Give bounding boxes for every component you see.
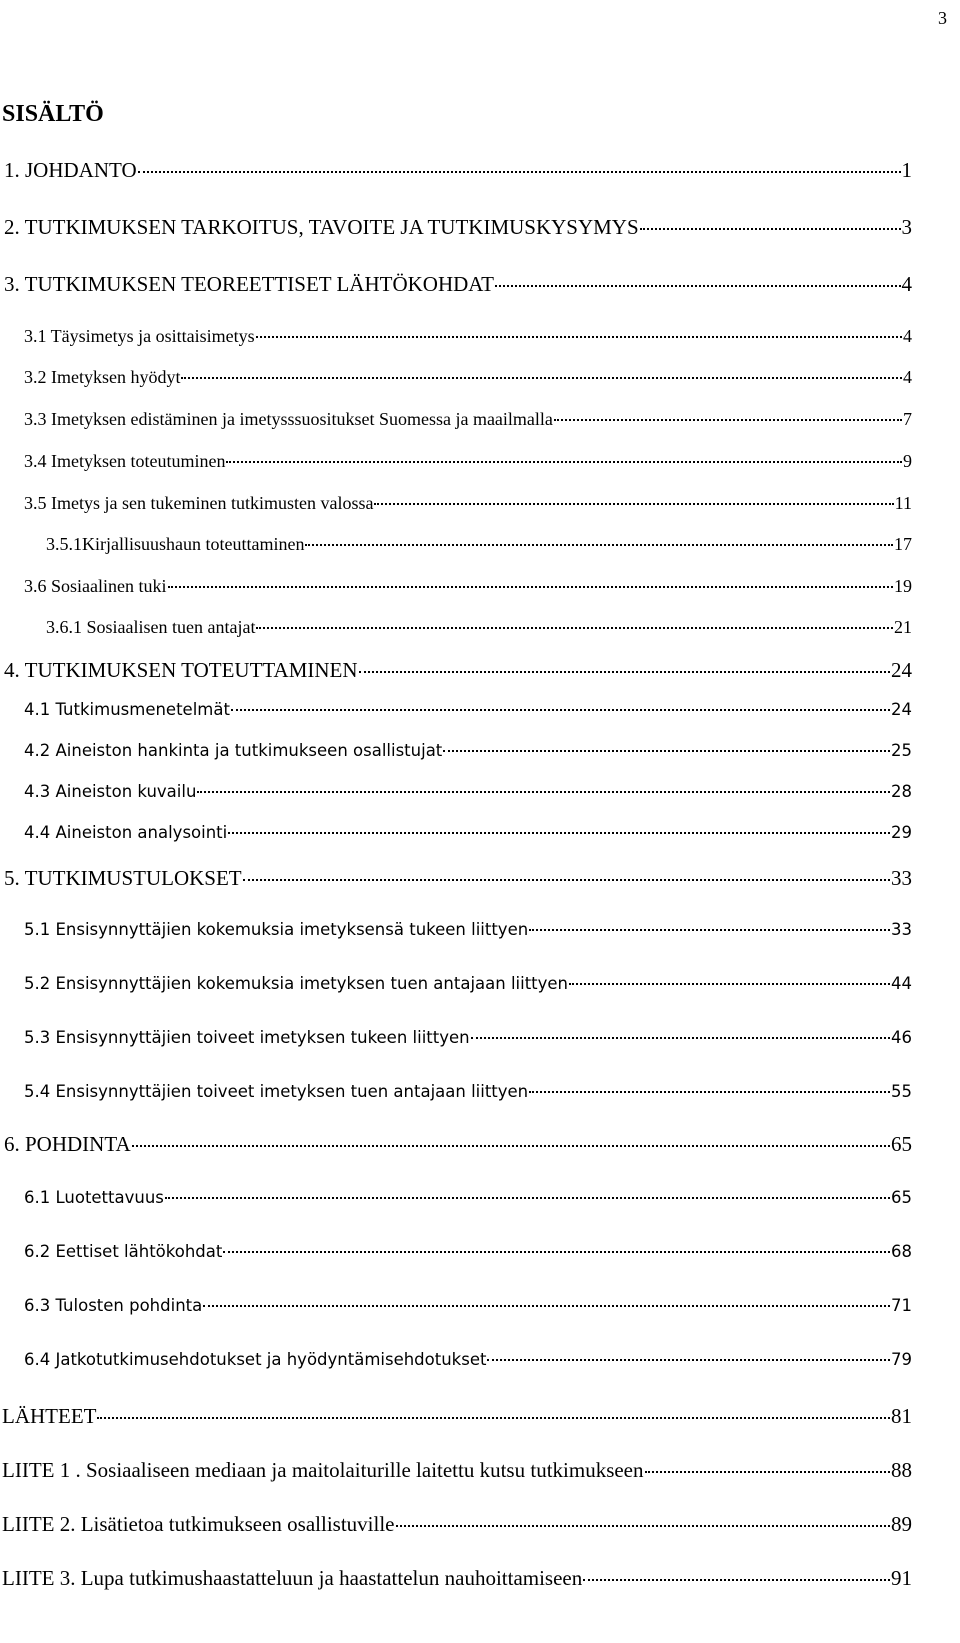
toc-entry-page: 24 bbox=[891, 658, 912, 682]
dot-leader bbox=[305, 544, 893, 546]
toc-entry[interactable] bbox=[2, 1566, 912, 1591]
toc-entry-page: 21 bbox=[894, 617, 912, 637]
toc-entry-label: LIITE 2. Lisätietoa tutkimukseen osallistuville bbox=[2, 1512, 395, 1536]
toc-entry-label: 6.2 Eettiset lähtökohdat bbox=[24, 1242, 223, 1261]
toc-entry-label: 4.4 Aineiston analysointi bbox=[24, 823, 228, 842]
toc-entry-page: 19 bbox=[894, 576, 912, 596]
toc-entry-page: 17 bbox=[894, 534, 912, 554]
toc-entry-page: 88 bbox=[891, 1458, 912, 1482]
toc-entry[interactable] bbox=[24, 741, 912, 760]
toc-entry[interactable] bbox=[4, 1132, 912, 1157]
toc-entry-label: 6. POHDINTA bbox=[4, 1132, 131, 1156]
toc-entry-page: 91 bbox=[891, 1566, 912, 1590]
dot-leader bbox=[569, 983, 890, 985]
toc-entry[interactable] bbox=[24, 1188, 912, 1207]
toc-entry-label: 3.1 Täysimetys ja osittaisimetys bbox=[24, 326, 255, 346]
toc-entry-page: 46 bbox=[891, 1028, 912, 1047]
toc-entry-label: 2. TUTKIMUKSEN TARKOITUS, TAVOITE JA TUTKIMUSKYSYMYS bbox=[4, 215, 639, 239]
toc-entry[interactable] bbox=[4, 866, 912, 891]
toc-entry-label: 6.3 Tulosten pohdinta bbox=[24, 1296, 203, 1315]
toc-entry-label: 3.3 Imetyksen edistäminen ja imetysssuositukset Suomessa ja maailmalla bbox=[24, 409, 553, 429]
page-number: 3 bbox=[938, 8, 947, 28]
toc-entry-label: 3. TUTKIMUKSEN TEOREETTISET LÄHTÖKOHDAT bbox=[4, 272, 494, 296]
toc-entry[interactable] bbox=[24, 823, 912, 842]
toc-entry-page: 29 bbox=[891, 823, 912, 842]
toc-entry-label: 5.4 Ensisynnyttäjien toiveet imetyksen tuen antajaan liittyen bbox=[24, 1082, 529, 1101]
toc-entry-page: 65 bbox=[891, 1188, 912, 1207]
dot-leader bbox=[471, 1037, 890, 1039]
dot-leader bbox=[168, 586, 894, 588]
toc-entry[interactable] bbox=[24, 1350, 912, 1369]
dot-leader bbox=[645, 1471, 890, 1473]
toc-entry[interactable] bbox=[24, 326, 912, 347]
toc-entry-page: 33 bbox=[891, 920, 912, 939]
dot-leader bbox=[223, 1251, 890, 1253]
toc-entry[interactable] bbox=[46, 534, 912, 555]
toc-entry-page: 89 bbox=[891, 1512, 912, 1536]
toc-entry-page: 81 bbox=[891, 1404, 912, 1428]
toc-entry[interactable] bbox=[24, 974, 912, 993]
toc-entry-label: LIITE 3. Lupa tutkimushaastatteluun ja haastattelun nauhoittamiseen bbox=[2, 1566, 583, 1590]
dot-leader bbox=[231, 709, 890, 711]
dot-leader bbox=[554, 419, 902, 421]
toc-entry-label: 3.4 Imetyksen toteutuminen bbox=[24, 451, 226, 471]
toc-entry-label: 3.5.1Kirjallisuushaun toteuttaminen bbox=[46, 534, 305, 554]
toc-entry[interactable] bbox=[4, 158, 912, 183]
dot-leader bbox=[396, 1525, 891, 1527]
toc-entry[interactable] bbox=[4, 215, 912, 240]
dot-leader bbox=[487, 1359, 890, 1361]
toc-entry-label: LIITE 1 . Sosiaaliseen mediaan ja maitolaiturille laitettu kutsu tutkimukseen bbox=[2, 1458, 644, 1482]
toc-entry-label: 1. JOHDANTO bbox=[4, 158, 137, 182]
toc-entry-page: 11 bbox=[894, 493, 912, 513]
toc-entry-label: 3.2 Imetyksen hyödyt bbox=[24, 367, 181, 387]
dot-leader bbox=[529, 929, 890, 931]
toc-entry-page: 4 bbox=[903, 367, 912, 387]
dot-leader bbox=[226, 461, 902, 463]
toc-entry[interactable] bbox=[24, 1082, 912, 1101]
dot-leader bbox=[529, 1091, 890, 1093]
toc-entry[interactable] bbox=[2, 1512, 912, 1537]
toc-entry[interactable] bbox=[46, 617, 912, 638]
toc-entry-label: 4.2 Aineiston hankinta ja tutkimukseen osallistujat bbox=[24, 741, 443, 760]
toc-entry-label: 4.3 Aineiston kuvailu bbox=[24, 782, 197, 801]
toc-entry[interactable] bbox=[24, 493, 912, 514]
dot-leader bbox=[374, 503, 893, 505]
toc-entry[interactable] bbox=[24, 700, 912, 719]
toc-entry-label: 3.6.1 Sosiaalisen tuen antajat bbox=[46, 617, 256, 637]
dot-leader bbox=[165, 1197, 890, 1199]
toc-entry-page: 9 bbox=[903, 451, 912, 471]
toc-entry-label: LÄHTEET bbox=[2, 1404, 97, 1428]
toc-entry[interactable] bbox=[24, 1296, 912, 1315]
dot-leader bbox=[443, 750, 890, 752]
toc-entry-page: 25 bbox=[891, 741, 912, 760]
toc-entry-label: 3.6 Sosiaalinen tuki bbox=[24, 576, 167, 596]
toc-title: SISÄLTÖ bbox=[2, 101, 104, 127]
toc-entry-page: 28 bbox=[891, 782, 912, 801]
dot-leader bbox=[132, 1145, 890, 1147]
dot-leader bbox=[138, 171, 901, 173]
toc-entry-page: 65 bbox=[891, 1132, 912, 1156]
toc-entry[interactable] bbox=[24, 367, 912, 388]
toc-entry-label: 6.1 Luotettavuus bbox=[24, 1188, 164, 1207]
toc-entry-page: 7 bbox=[903, 409, 912, 429]
toc-entry-page: 68 bbox=[891, 1242, 912, 1261]
dot-leader bbox=[97, 1417, 890, 1419]
toc-entry-page: 71 bbox=[891, 1296, 912, 1315]
dot-leader bbox=[203, 1305, 890, 1307]
dot-leader bbox=[256, 336, 902, 338]
toc-entry[interactable] bbox=[24, 782, 912, 801]
toc-entry[interactable] bbox=[24, 1028, 912, 1047]
toc-entry-page: 1 bbox=[901, 158, 912, 182]
dot-leader bbox=[583, 1579, 890, 1581]
toc-entry[interactable] bbox=[4, 658, 912, 683]
toc-entry-page: 79 bbox=[891, 1350, 912, 1369]
toc-entry[interactable] bbox=[2, 1458, 912, 1483]
toc-entry-page: 3 bbox=[901, 215, 912, 239]
dot-leader bbox=[359, 671, 890, 673]
toc-entry[interactable] bbox=[24, 576, 912, 597]
toc-entry-label: 5.1 Ensisynnyttäjien kokemuksia imetyksensä tukeen liittyen bbox=[24, 920, 529, 939]
toc-entry-label: 3.5 Imetys ja sen tukeminen tutkimusten valossa bbox=[24, 493, 374, 513]
toc-entry-page: 33 bbox=[891, 866, 912, 890]
dot-leader bbox=[640, 228, 901, 230]
dot-leader bbox=[495, 285, 901, 287]
toc-entry-label: 4. TUTKIMUKSEN TOTEUTTAMINEN bbox=[4, 658, 358, 682]
toc-entry-label: 5. TUTKIMUSTULOKSET bbox=[4, 866, 242, 890]
dot-leader bbox=[181, 377, 902, 379]
toc-entry[interactable] bbox=[24, 920, 912, 939]
toc-entry[interactable] bbox=[24, 409, 912, 430]
toc-entry-page: 4 bbox=[903, 326, 912, 346]
toc-entry-page: 55 bbox=[891, 1082, 912, 1101]
toc-entry-page: 44 bbox=[891, 974, 912, 993]
dot-leader bbox=[228, 832, 890, 834]
dot-leader bbox=[197, 791, 890, 793]
toc-entry[interactable] bbox=[2, 1404, 912, 1429]
toc-entry[interactable] bbox=[24, 451, 912, 472]
toc-entry-label: 5.2 Ensisynnyttäjien kokemuksia imetyksen tuen antajaan liittyen bbox=[24, 974, 569, 993]
dot-leader bbox=[256, 627, 893, 629]
toc-entry-page: 24 bbox=[891, 700, 912, 719]
toc-entry[interactable] bbox=[24, 1242, 912, 1261]
toc-entry-label: 5.3 Ensisynnyttäjien toiveet imetyksen tukeen liittyen bbox=[24, 1028, 470, 1047]
toc-entry-label: 4.1 Tutkimusmenetelmät bbox=[24, 700, 230, 719]
toc-entry-label: 6.4 Jatkotutkimusehdotukset ja hyödyntämisehdotukset bbox=[24, 1350, 487, 1369]
toc-entry-page: 4 bbox=[901, 272, 912, 296]
dot-leader bbox=[243, 879, 890, 881]
toc-entry[interactable] bbox=[4, 272, 912, 297]
